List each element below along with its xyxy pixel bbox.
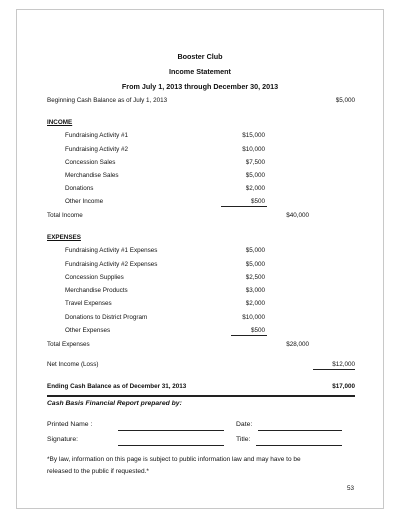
printed-name-label: Printed Name : — [47, 421, 93, 428]
title-field[interactable] — [256, 445, 342, 446]
expense-item-amount: $500 — [250, 327, 265, 334]
expenses-heading: EXPENSES — [47, 234, 81, 241]
document-page — [16, 9, 384, 509]
expense-item-label: Other Expenses — [65, 327, 111, 334]
income-item-label: Fundraising Activity #1 — [65, 132, 128, 139]
total-expenses-amount: $28,000 — [286, 341, 309, 348]
income-item-amount: $7,500 — [245, 159, 265, 166]
expense-item-label: Fundraising Activity #2 Expenses — [65, 261, 158, 268]
net-income-line — [313, 369, 355, 370]
expense-item-amount: $5,000 — [245, 261, 265, 268]
date-label: Date: — [236, 421, 253, 428]
expense-item-amount: $2,000 — [245, 300, 265, 307]
income-item-amount: $5,000 — [245, 172, 265, 179]
statement-title: Income Statement — [169, 67, 231, 76]
income-heading: INCOME — [47, 119, 73, 126]
income-item-amount: $500 — [250, 198, 265, 205]
total-expenses-label: Total Expenses — [47, 341, 90, 348]
expense-subtotal-line — [231, 335, 267, 336]
expense-item-amount: $5,000 — [245, 247, 265, 254]
signature-field[interactable] — [118, 445, 224, 446]
legal-note-line-2: released to the public if requested.* — [47, 468, 149, 475]
statement-period: From July 1, 2013 through December 30, 2013 — [121, 82, 279, 91]
expense-item-label: Concession Supplies — [65, 274, 124, 281]
income-item-amount: $10,000 — [242, 146, 265, 153]
printed-name-field[interactable] — [118, 430, 224, 431]
income-item-amount: $15,000 — [242, 132, 265, 139]
divider-rule — [47, 395, 355, 397]
expense-item-amount: $3,000 — [245, 287, 265, 294]
income-item-label: Other Income — [65, 198, 104, 205]
date-field[interactable] — [258, 430, 342, 431]
total-income-label: Total Income — [47, 212, 83, 219]
expense-item-amount: $10,000 — [242, 314, 265, 321]
expense-item-label: Merchandise Products — [65, 287, 128, 294]
expense-item-label: Fundraising Activity #1 Expenses — [65, 247, 158, 254]
expense-item-label: Donations to District Program — [65, 314, 148, 321]
signature-label: Signature: — [47, 436, 78, 443]
income-subtotal-line — [221, 206, 267, 207]
income-item-label: Concession Sales — [65, 159, 116, 166]
income-item-amount: $2,000 — [245, 185, 265, 192]
expense-item-amount: $2,500 — [245, 274, 265, 281]
page-number: 53 — [346, 485, 354, 492]
legal-note-line-1: *By law, information on this page is subject to public information law and may have to be — [47, 456, 301, 463]
expense-item-label: Travel Expenses — [65, 300, 112, 307]
prepared-by-heading: Cash Basis Financial Report prepared by: — [47, 400, 182, 407]
beginning-balance-label: Beginning Cash Balance as of July 1, 2013 — [47, 97, 168, 104]
total-income-amount: $40,000 — [286, 212, 309, 219]
title-label: Title: — [236, 436, 251, 443]
ending-balance-amount: $17,000 — [332, 383, 355, 390]
net-income-amount: $12,000 — [332, 361, 355, 368]
ending-balance-label: Ending Cash Balance as of December 31, 2013 — [47, 383, 187, 390]
income-item-label: Merchandise Sales — [65, 172, 119, 179]
beginning-balance-amount: $5,000 — [335, 97, 355, 104]
income-item-label: Fundraising Activity #2 — [65, 146, 128, 153]
income-item-label: Donations — [65, 185, 94, 192]
net-income-label: Net Income (Loss) — [47, 361, 99, 368]
org-name: Booster Club — [177, 52, 223, 61]
